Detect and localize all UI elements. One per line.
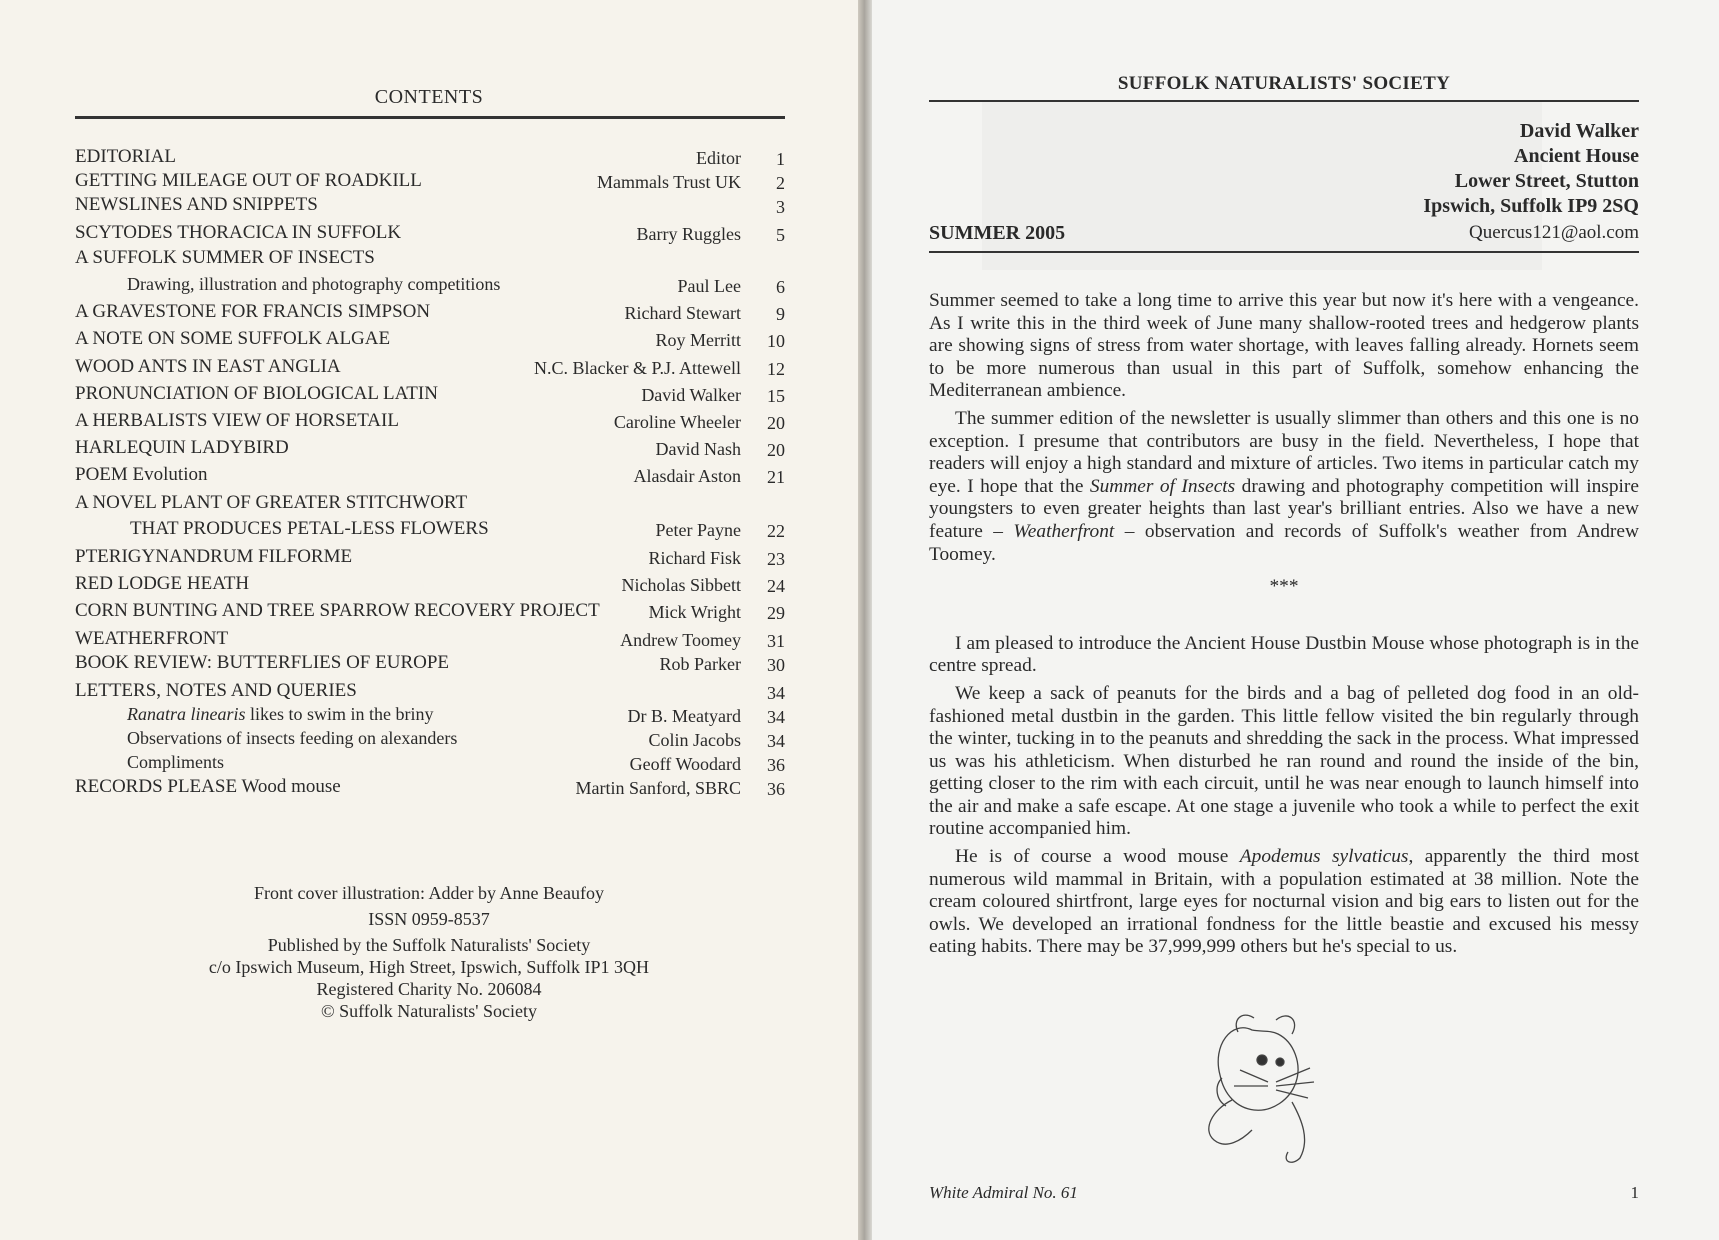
toc-title: Ranatra linearis likes to swim in the briny xyxy=(127,704,434,724)
toc-title: PRONUNCIATION OF BIOLOGICAL LATIN xyxy=(75,383,438,404)
toc-author: Editor xyxy=(696,148,741,168)
toc-author: David Walker xyxy=(641,385,741,405)
paragraph: We keep a sack of peanuts for the birds and a bag of pelleted dog food in an old-fashioned metal dustbin in the garden. This little fellow visited the bin regularly through the winter, tucking in to the peanuts and shredding the sack in the process. What impressed us was his athleticism. When disturbed he ran round and round the inside of the bin, getting closer to the rim with each circuit, until he was near enough to launch himself into the air and make a safe escape. At one stage a juvenile who took a while to perfect the exit routine accompanied him. xyxy=(929,682,1639,840)
wood-mouse-sketch xyxy=(1192,990,1342,1170)
toc-page-number: 1 xyxy=(776,149,785,169)
page-number: 1 xyxy=(1630,1183,1639,1202)
toc-entry xyxy=(75,301,785,325)
toc-author: Alasdair Aston xyxy=(633,466,741,486)
toc-page-number: 2 xyxy=(776,173,785,193)
toc-page-number: 10 xyxy=(767,331,785,351)
toc-page-number: 23 xyxy=(767,549,785,569)
paragraph: The summer edition of the newsletter is usually slimmer than others and this one is no exception. I presume that contributors are busy in the field. Nevertheless, I hope that readers will enjoy a high standard and mixture of articles. Two items in particular catch my eye. I hope that the Summer of Insects drawing and photography competition will inspire youngsters to even greater heights than last year's brilliant entries. Also we have a new feature – Weatherfront – observation and records of Suffolk's weather from Andrew Toomey. xyxy=(929,407,1639,565)
toc-title: NEWSLINES AND SNIPPETS xyxy=(75,194,318,215)
toc-page-number: 34 xyxy=(767,683,785,703)
toc-author: Mick Wright xyxy=(648,602,741,622)
toc-page-number: 12 xyxy=(767,359,785,379)
toc-author: Richard Fisk xyxy=(648,548,741,568)
toc-author: David Nash xyxy=(655,439,741,459)
toc-entry xyxy=(75,546,785,570)
toc-page-number: 31 xyxy=(767,631,785,651)
imprint-line: Published by the Suffolk Naturalists' Society xyxy=(267,935,591,955)
contents-heading: CONTENTS xyxy=(374,86,484,108)
paragraph: I am pleased to introduce the Ancient House Dustbin Mouse whose photograph is in the centre spread. xyxy=(929,632,1639,677)
toc-page-number: 5 xyxy=(776,225,785,245)
toc-entry xyxy=(75,146,785,170)
toc-author: Dr B. Meatyard xyxy=(627,706,741,726)
toc-title: RED LODGE HEATH xyxy=(75,573,250,594)
section-rule xyxy=(929,251,1639,253)
imprint-line: ISSN 0959-8537 xyxy=(368,909,490,929)
paragraph: He is of course a wood mouse Apodemus sylvaticus, apparently the third most numerous wild mammal in Britain, with a population estimated at 38 million. Note the cream coloured shirtfront, large eyes for nocturnal vision and big ears to listen out for the owls. We developed an irrational fondness for the little beastie and excused his messy eating habits. There may be 37,999,999 others but he's special to us. xyxy=(929,846,1639,958)
toc-page-number: 15 xyxy=(767,386,785,406)
editorial-body xyxy=(929,290,1639,964)
toc-author: Peter Payne xyxy=(655,520,741,540)
toc-entry xyxy=(75,518,785,542)
toc-title: CORN BUNTING AND TREE SPARROW RECOVERY PROJECT xyxy=(75,600,600,621)
toc-entry xyxy=(75,194,785,218)
toc-page-number: 29 xyxy=(767,603,785,623)
address-line: Lower Street, Stutton xyxy=(1454,170,1639,192)
editorial-page xyxy=(872,0,1719,1240)
toc-title: WEATHERFRONT xyxy=(75,628,229,649)
toc-entry xyxy=(75,437,785,461)
footer-publication: White Admiral No. 61 xyxy=(929,1183,1078,1202)
toc-title: Compliments xyxy=(127,752,225,772)
header-rule xyxy=(929,100,1639,102)
toc-title: SCYTODES THORACICA IN SUFFOLK xyxy=(75,222,402,243)
heading-rule xyxy=(75,116,785,119)
imprint-line: Front cover illustration: Adder by Anne Beaufoy xyxy=(254,883,604,903)
issue-label: SUMMER 2005 xyxy=(929,222,1066,244)
toc-page-number: 34 xyxy=(767,731,785,751)
toc-title: WOOD ANTS IN EAST ANGLIA xyxy=(75,356,341,377)
toc-author: Andrew Toomey xyxy=(620,630,741,650)
toc-entry xyxy=(75,410,785,434)
toc-title: GETTING MILEAGE OUT OF ROADKILL xyxy=(75,170,422,191)
toc-page-number: 22 xyxy=(767,521,785,541)
toc-title: LETTERS, NOTES AND QUERIES xyxy=(75,680,357,701)
toc-entry xyxy=(75,170,785,194)
toc-entry xyxy=(75,573,785,597)
toc-author: Nicholas Sibbett xyxy=(621,575,741,595)
toc-entry xyxy=(75,356,785,380)
paragraph: Summer seemed to take a long time to arrive this year but now it's here with a vengeance. As I write this in the third week of June many shallow-rooted trees and hedgerow plants are showing signs of stress from water shortage, with leaves falling already. Hornets seem to be more numerous than usual in this part of Suffolk, somehow enhancing the Mediterranean ambience. xyxy=(929,290,1639,402)
toc-author: Roy Merritt xyxy=(655,330,741,350)
toc-title: POEM Evolution xyxy=(75,464,208,485)
toc-entry xyxy=(75,704,785,728)
imprint-line: © Suffolk Naturalists' Society xyxy=(320,1001,538,1021)
toc-page-number: 20 xyxy=(767,440,785,460)
society-title: SUFFOLK NATURALISTS' SOCIETY xyxy=(1117,73,1451,94)
editor-email: Quercus121@aol.com xyxy=(1469,222,1639,243)
toc-title: A NOVEL PLANT OF GREATER STITCHWORT xyxy=(75,492,468,513)
toc-entry xyxy=(75,222,785,246)
imprint-line: Registered Charity No. 206084 xyxy=(316,979,542,999)
toc-author: Caroline Wheeler xyxy=(613,412,741,432)
toc-page-number: 36 xyxy=(767,755,785,775)
toc-title: THAT PRODUCES PETAL-LESS FLOWERS xyxy=(130,518,489,539)
toc-entry xyxy=(75,492,785,516)
toc-author: N.C. Blacker & P.J. Attewell xyxy=(534,358,741,378)
toc-author: Richard Stewart xyxy=(624,303,741,323)
toc-title: A NOTE ON SOME SUFFOLK ALGAE xyxy=(75,328,391,349)
toc-entry xyxy=(75,628,785,652)
toc-page-number: 24 xyxy=(767,576,785,596)
editor-name: David Walker xyxy=(1519,120,1639,142)
toc-entry xyxy=(75,247,785,271)
toc-title: HARLEQUIN LADYBIRD xyxy=(75,437,289,458)
toc-author: Geoff Woodard xyxy=(629,754,741,774)
toc-title: PTERIGYNANDRUM FILFORME xyxy=(75,546,353,567)
toc-title: A SUFFOLK SUMMER OF INSECTS xyxy=(75,247,375,268)
toc-entry xyxy=(75,328,785,352)
contents-page xyxy=(0,0,858,1240)
toc-entry xyxy=(75,680,785,704)
toc-author: Rob Parker xyxy=(659,654,741,674)
toc-page-number: 34 xyxy=(767,707,785,727)
section-separator: *** xyxy=(1269,576,1299,598)
toc-page-number: 36 xyxy=(767,779,785,799)
toc-entry xyxy=(75,600,785,624)
address-line: Ipswich, Suffolk IP9 2SQ xyxy=(1423,195,1639,217)
toc-entry xyxy=(75,752,785,776)
toc-entry xyxy=(75,274,785,298)
toc-title: A HERBALISTS VIEW OF HORSETAIL xyxy=(75,410,399,431)
toc-entry xyxy=(75,464,785,488)
toc-author: Barry Ruggles xyxy=(636,224,741,244)
toc-title: RECORDS PLEASE Wood mouse xyxy=(75,776,341,797)
toc-author: Paul Lee xyxy=(677,276,741,296)
toc-page-number: 20 xyxy=(767,413,785,433)
toc-title: Observations of insects feeding on alexanders xyxy=(127,728,458,748)
toc-page-number: 30 xyxy=(767,655,785,675)
address-line: Ancient House xyxy=(1514,145,1639,167)
toc-page-number: 3 xyxy=(776,197,785,217)
toc-page-number: 9 xyxy=(776,304,785,324)
toc-entry xyxy=(75,728,785,752)
toc-author: Mammals Trust UK xyxy=(596,172,741,192)
toc-entry xyxy=(75,383,785,407)
imprint-line: c/o Ipswich Museum, High Street, Ipswich, Suffolk IP1 3QH xyxy=(208,957,650,977)
toc-author: Colin Jacobs xyxy=(648,730,741,750)
toc-entry xyxy=(75,652,785,676)
toc-page-number: 21 xyxy=(767,467,785,487)
toc-entry xyxy=(75,776,785,800)
book-gutter xyxy=(858,0,872,1240)
toc-author: Martin Sanford, SBRC xyxy=(575,778,741,798)
toc-title: BOOK REVIEW: BUTTERFLIES OF EUROPE xyxy=(75,652,450,673)
toc-title: EDITORIAL xyxy=(75,146,176,167)
toc-title: Drawing, illustration and photography competitions xyxy=(127,274,501,294)
toc-title: A GRAVESTONE FOR FRANCIS SIMPSON xyxy=(75,301,431,322)
toc-page-number: 6 xyxy=(776,277,785,297)
